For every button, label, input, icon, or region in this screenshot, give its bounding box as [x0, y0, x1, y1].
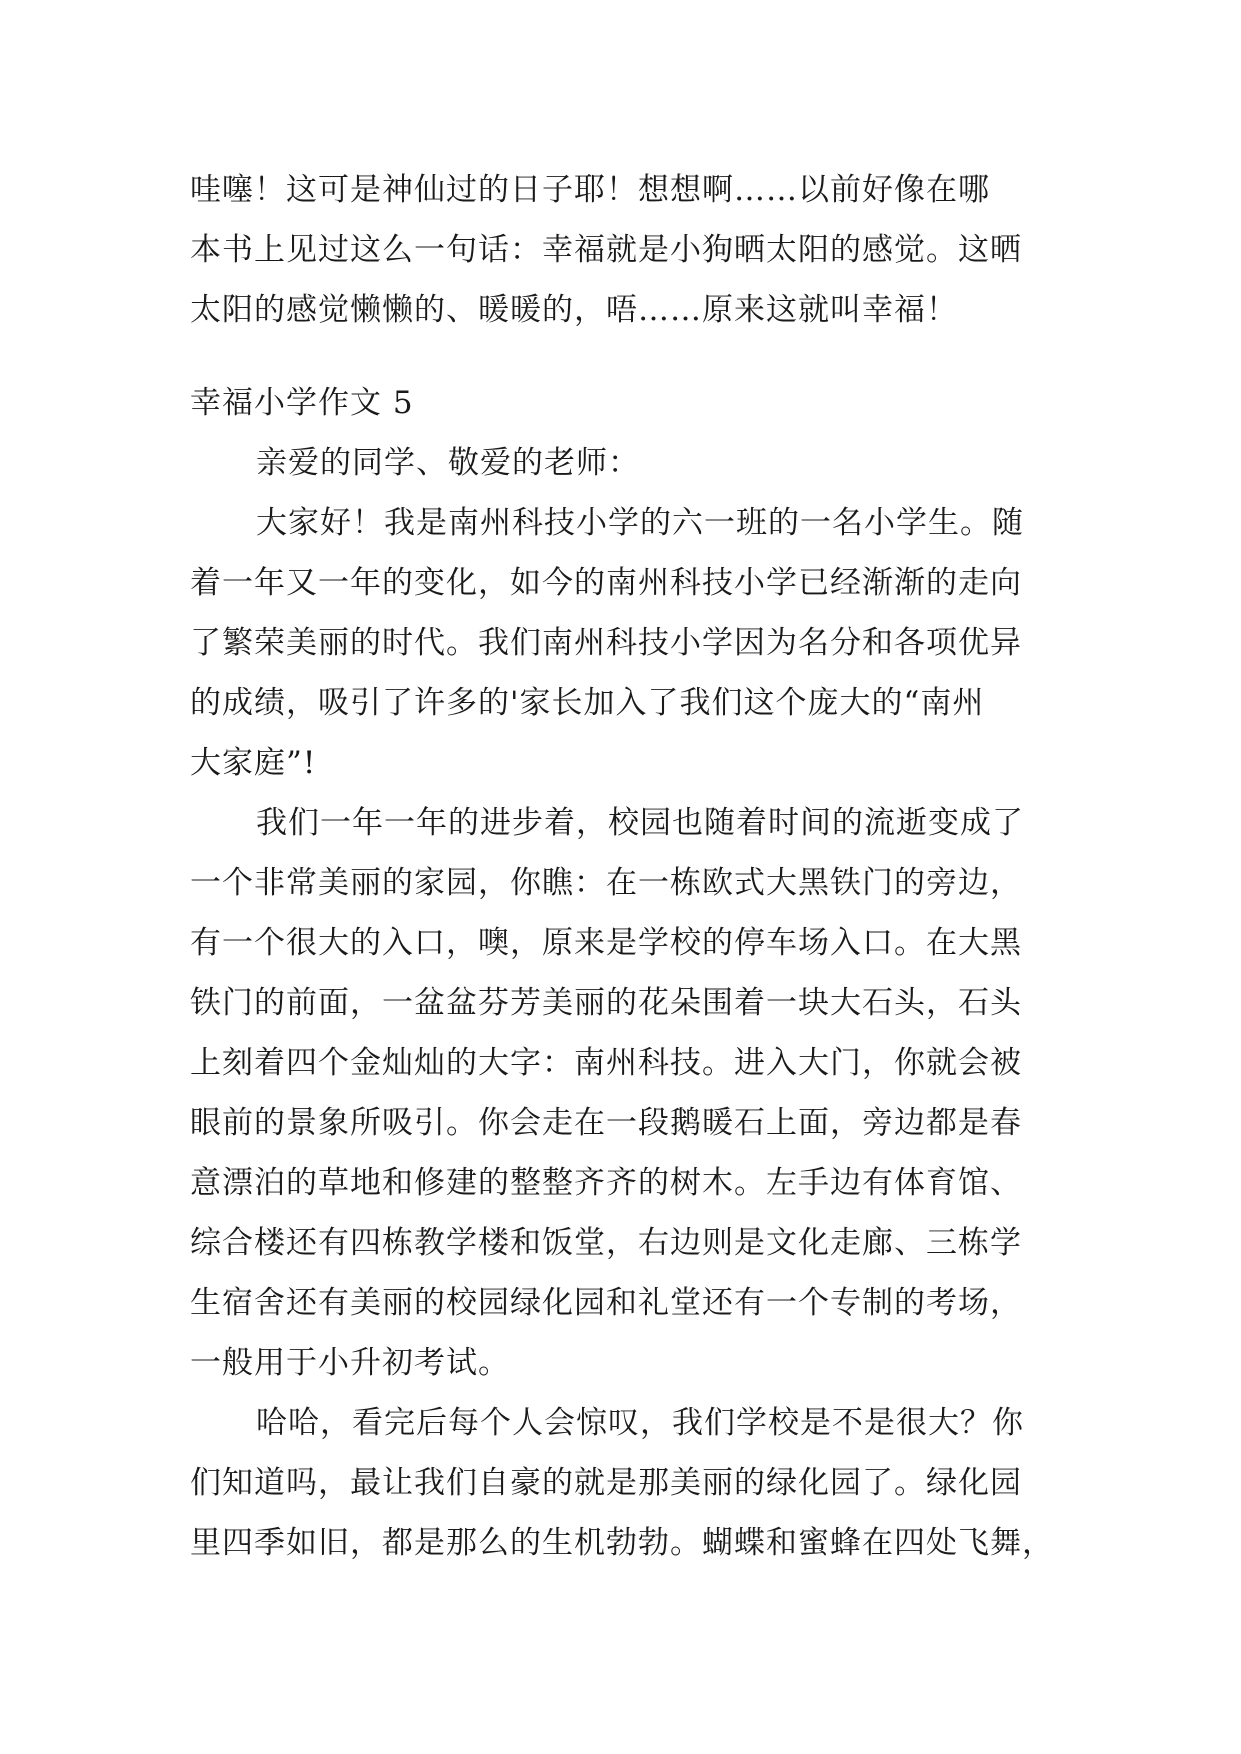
text-line: 太阳的感觉懒懒的、暖暖的，唔……原来这就叫幸福！ — [190, 292, 958, 328]
text-line: 里四季如旧，都是那么的生机勃勃。蝴蝶和蜜蜂在四处飞舞， — [190, 1525, 1054, 1561]
text-line: 一个非常美丽的家园，你瞧：在一栋欧式大黑铁门的旁边， — [190, 865, 1022, 901]
section-title: 幸福小学作文 5 — [190, 385, 414, 421]
paragraph-3 — [190, 1393, 1052, 1573]
text-line: 了繁荣美丽的时代。我们南州科技小学因为名分和各项优异 — [190, 625, 1022, 661]
section-spacer — [190, 340, 1052, 373]
intro-paragraph — [190, 160, 1052, 340]
text-line: 我们一年一年的进步着，校园也随着时间的流逝变成了 — [256, 805, 1024, 841]
text-line: 的成绩，吸引了许多的'家长加入了我们这个庞大的“南州 — [190, 685, 985, 721]
text-line: 本书上见过这么一句话：幸福就是小狗晒太阳的感觉。这晒 — [190, 232, 1022, 268]
text-line: 们知道吗，最让我们自豪的就是那美丽的绿化园了。绿化园 — [190, 1465, 1022, 1501]
text-line: 一般用于小升初考试。 — [190, 1345, 510, 1381]
document-page — [190, 160, 1052, 1573]
greeting-line: 亲爱的同学、敬爱的老师： — [256, 445, 640, 481]
text-line: 大家好！我是南州科技小学的六一班的一名小学生。随 — [256, 505, 1024, 541]
text-line: 意漂泊的草地和修建的整整齐齐的树木。左手边有体育馆、 — [190, 1165, 1022, 1201]
text-line: 哇噻！这可是神仙过的日子耶！想想啊……以前好像在哪 — [190, 172, 990, 208]
text-line: 生宿舍还有美丽的校园绿化园和礼堂还有一个专制的考场， — [190, 1285, 1022, 1321]
paragraph-2 — [190, 793, 1052, 1393]
text-line: 大家庭”! — [190, 745, 317, 781]
paragraph-1 — [190, 493, 1052, 793]
text-line: 眼前的景象所吸引。你会走在一段鹅暖石上面，旁边都是春 — [190, 1105, 1022, 1141]
text-line: 铁门的前面，一盆盆芬芳美丽的花朵围着一块大石头，石头 — [190, 985, 1022, 1021]
text-line: 有一个很大的入口，噢，原来是学校的停车场入口。在大黑 — [190, 925, 1022, 961]
text-line: 综合楼还有四栋教学楼和饭堂，右边则是文化走廊、三栋学 — [190, 1225, 1022, 1261]
text-line: 着一年又一年的变化，如今的南州科技小学已经渐渐的走向 — [190, 565, 1022, 601]
text-line: 哈哈，看完后每个人会惊叹，我们学校是不是很大？你 — [256, 1405, 1024, 1441]
text-line: 上刻着四个金灿灿的大字：南州科技。进入大门，你就会被 — [190, 1045, 1022, 1081]
